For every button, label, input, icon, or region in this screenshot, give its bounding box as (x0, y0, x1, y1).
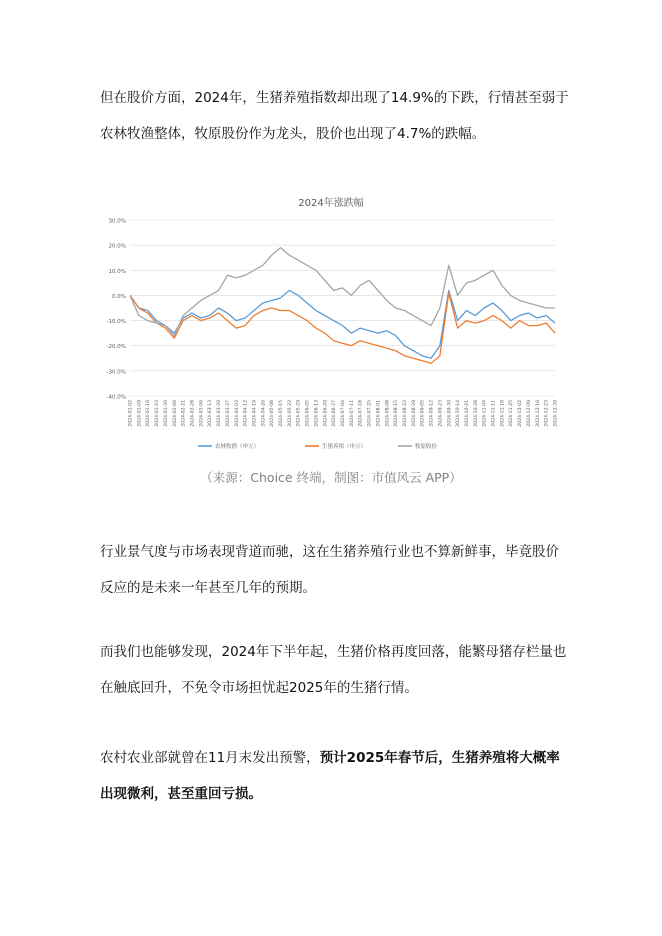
line-chart (100, 188, 562, 456)
x-tick-label: 2024-05-15 (279, 400, 285, 427)
legend-label: 牧原股份 (415, 444, 438, 450)
y-tick-label: -20.0% (106, 344, 126, 351)
x-tick-label: 2024-03-27 (225, 400, 231, 427)
x-tick-label: 2024-12-16 (535, 400, 541, 427)
x-tick-label: 2024-04-12 (243, 400, 249, 427)
warning-intro-text: 农村农业部就曾在11月末发出预警， (100, 750, 320, 766)
x-tick-label: 2024-06-13 (314, 400, 320, 427)
x-tick-label: 2024-12-02 (518, 400, 524, 427)
legend-label: 农林牧渔（申万） (215, 444, 260, 450)
x-tick-label: 2024-12-09 (526, 400, 532, 427)
x-tick-label: 2024-06-20 (323, 400, 329, 427)
series-line-2 (130, 248, 555, 336)
y-tick-label: -30.0% (106, 369, 126, 376)
warning-bold-text: 预计2025年春节后，生猪养殖将大概率出现微利，甚至重回亏损。 (100, 750, 560, 802)
x-tick-label: 2024-06-05 (305, 400, 311, 427)
x-tick-label: 2024-11-04 (482, 400, 488, 427)
paragraph-ministry-warning (100, 740, 570, 812)
x-tick-label: 2024-01-23 (155, 400, 161, 427)
x-tick-label: 2024-08-22 (402, 400, 408, 427)
x-tick-label: 2024-05-29 (296, 400, 302, 427)
x-tick-label: 2024-03-06 (199, 400, 205, 427)
x-tick-label: 2024-09-23 (438, 400, 444, 427)
y-tick-label: -10.0% (106, 319, 126, 326)
x-tick-label: 2024-01-30 (163, 400, 169, 427)
y-tick-label: 20.0% (108, 243, 126, 250)
x-tick-label: 2024-03-20 (217, 400, 223, 427)
x-tick-label: 2024-09-05 (420, 400, 426, 427)
legend-label: 生猪养殖（申万） (322, 444, 367, 450)
x-tick-label: 2024-08-01 (376, 400, 382, 427)
x-tick-label: 2024-06-27 (332, 400, 338, 427)
y-tick-label: -40.0% (106, 394, 126, 401)
x-tick-label: 2024-11-18 (500, 400, 506, 427)
x-tick-label: 2024-12-23 (544, 400, 550, 427)
x-tick-label: 2024-10-21 (464, 400, 470, 427)
x-tick-label: 2024-05-22 (287, 400, 293, 427)
x-tick-label: 2024-08-08 (385, 400, 391, 427)
x-tick-label: 2024-12-30 (553, 400, 559, 427)
chart-2024-change (100, 188, 562, 456)
x-tick-label: 2024-09-12 (429, 400, 435, 427)
series-line-0 (130, 290, 555, 358)
x-tick-label: 2024-02-21 (181, 400, 187, 427)
x-tick-label: 2024-02-06 (172, 400, 178, 427)
chart-title: 2024年涨跌幅 (298, 198, 364, 209)
x-tick-label: 2024-07-18 (358, 400, 364, 427)
paragraph-pig-price-outlook: 而我们也能够发现，2024年下半年起，生猪价格再度回落，能繁母猪存栏量也在触底回升，不免令市场担忧起2025年的生猪行情。 (100, 644, 567, 696)
y-tick-label: 10.0% (108, 268, 126, 275)
x-tick-label: 2024-04-26 (261, 400, 267, 427)
x-tick-label: 2024-10-14 (456, 400, 462, 427)
x-tick-label: 2024-10-28 (473, 400, 479, 427)
x-tick-label: 2024-11-25 (509, 400, 515, 427)
x-tick-label: 2024-01-02 (128, 400, 134, 427)
y-tick-label: 0.0% (112, 293, 126, 300)
x-tick-label: 2024-11-11 (491, 400, 497, 427)
x-tick-label: 2024-08-29 (411, 400, 417, 427)
x-tick-label: 2024-07-11 (349, 400, 355, 427)
x-tick-label: 2024-01-09 (137, 400, 143, 427)
paragraph-industry-vs-market: 行业景气度与市场表现背道而驰，这在生猪养殖行业也不算新鲜事，毕竟股价反应的是未来一年甚至几年的预期。 (100, 544, 559, 596)
x-tick-label: 2024-08-15 (394, 400, 400, 427)
x-tick-label: 2024-01-16 (146, 400, 152, 427)
x-tick-label: 2024-05-08 (270, 400, 276, 427)
chart-source-caption: （来源：Choice 终端，制图：市值风云 APP） (200, 470, 462, 485)
x-tick-label: 2024-03-13 (208, 400, 214, 427)
paragraph-stock-decline: 但在股价方面，2024年，生猪养殖指数却出现了14.9%的下跌，行情甚至弱于农林牧渔整体，牧原股份作为龙头，股价也出现了4.7%的跌幅。 (100, 90, 569, 142)
x-tick-label: 2024-04-03 (234, 400, 240, 427)
x-tick-label: 2024-04-19 (252, 400, 258, 427)
x-tick-label: 2024-09-30 (447, 400, 453, 427)
x-tick-label: 2024-02-28 (190, 400, 196, 427)
y-tick-label: 30.0% (108, 218, 126, 225)
x-tick-label: 2024-07-04 (341, 400, 346, 427)
x-tick-label: 2024-07-25 (367, 400, 373, 427)
